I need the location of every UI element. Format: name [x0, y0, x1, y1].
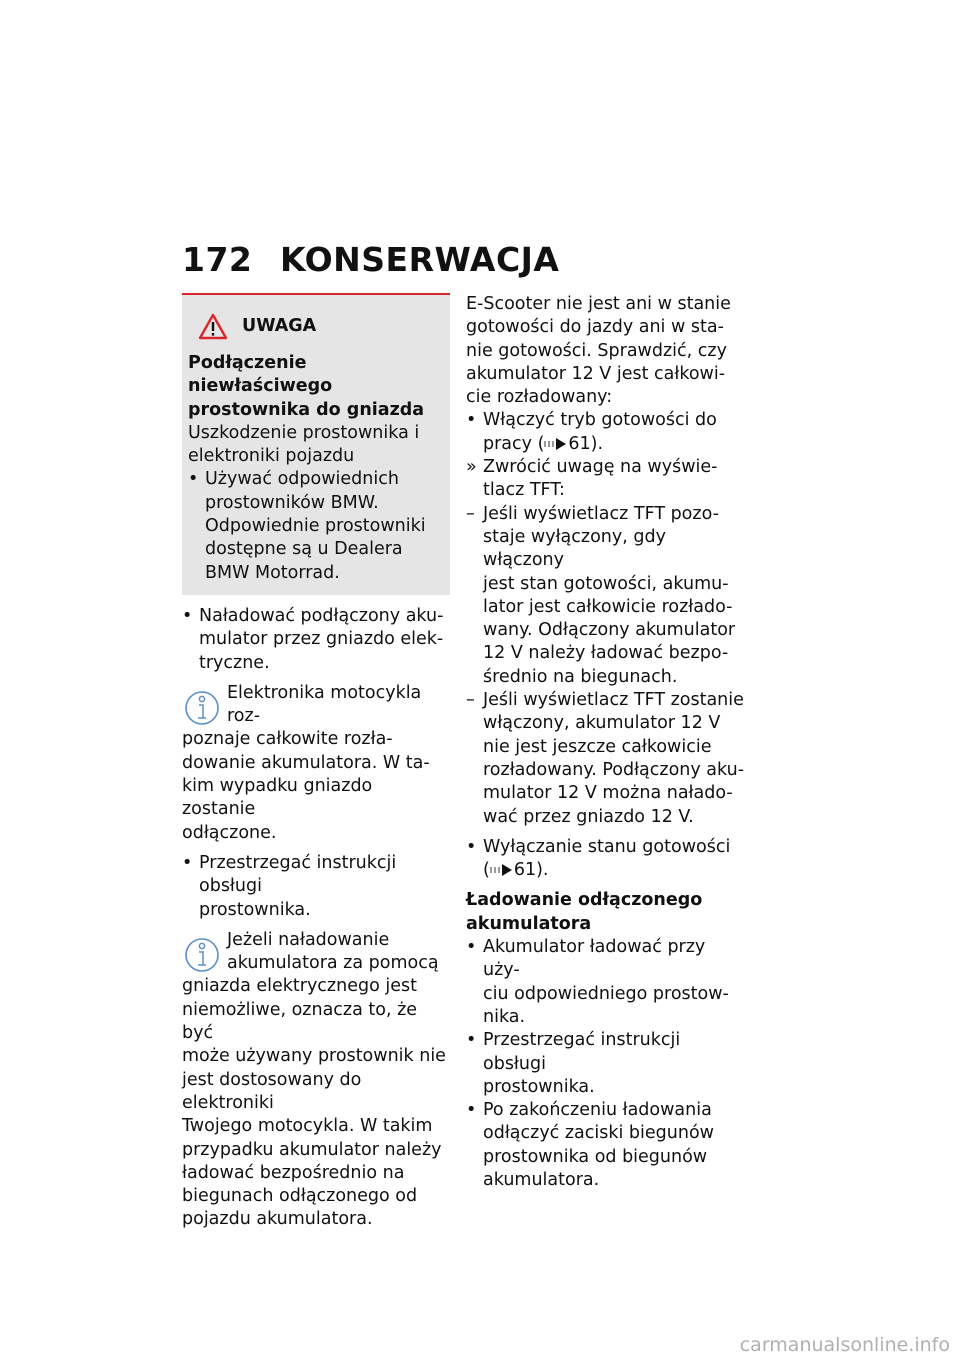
info-note: [182, 929, 450, 1232]
text-line: staje wyłączony, gdy włączony: [483, 526, 666, 571]
text-line: średnio na biegunach.: [483, 666, 678, 687]
text-line: włączony, akumulator 12 V: [483, 713, 721, 734]
dash-marker: –: [466, 503, 475, 524]
text-line: ciu odpowiedniego prostow-: [483, 983, 729, 1004]
result-item: [466, 456, 746, 503]
bullet-marker: •: [466, 1100, 477, 1121]
text-line: gotowości do jazdy ani w sta-: [466, 317, 724, 338]
bullet-marker: •: [466, 410, 477, 431]
info-icon: [182, 929, 222, 975]
list-item: [466, 836, 746, 883]
warning-box: [182, 293, 450, 595]
text-line: kim wypadku gniazdo zostanie: [182, 776, 373, 820]
text-line: tryczne.: [199, 652, 270, 673]
text-line: dowanie akumulatora. W ta-: [182, 752, 430, 773]
bullet-marker: •: [466, 1030, 477, 1051]
page-title: KONSERWACJA: [280, 240, 560, 279]
list-item: [466, 409, 746, 456]
list-item: [466, 1029, 746, 1099]
text-line: prostownika od biegunów: [483, 1146, 708, 1167]
dash-item: [466, 689, 746, 829]
text-line: Twojego motocykla. W takim: [182, 1116, 433, 1137]
bullet-marker: •: [182, 852, 193, 873]
dash-marker: –: [466, 690, 475, 711]
bullet-line: BMW Motorrad.: [205, 562, 340, 583]
bullet-marker: •: [466, 937, 477, 958]
text-line: cie rozładowany:: [466, 387, 613, 408]
text-fragment: (: [483, 860, 490, 881]
text-line: nie gotowości. Sprawdzić, czy: [466, 340, 727, 361]
warning-desc-line: elektroniki pojazdu: [188, 446, 355, 467]
right-column: [466, 293, 746, 1192]
warning-header: [188, 313, 444, 340]
text-line: jest dostosowany do elektroniki: [182, 1069, 362, 1113]
bullet-line: Odpowiednie prostowniki: [205, 516, 426, 537]
text-line: pojazdu akumulatora.: [182, 1209, 373, 1230]
text-line: odłączone.: [182, 822, 277, 843]
text-fragment: pracy (: [483, 433, 545, 454]
left-column: [182, 293, 450, 1232]
arrow-marker: »: [466, 457, 477, 478]
text-line: Jeśli wyświetlacz TFT zostanie: [483, 690, 744, 711]
text-line: nie jest jeszcze całkowicie: [483, 736, 712, 757]
warning-triangle-icon: [198, 313, 228, 340]
text-line: Ładowanie odłączonego: [466, 890, 703, 911]
paragraph: [466, 293, 746, 409]
text-line: niemożliwe, oznacza to, że być: [182, 999, 418, 1044]
text-line: Jeśli wyświetlacz TFT pozo-: [483, 503, 719, 524]
page-reference[interactable]: 61).: [513, 860, 549, 881]
text-line: [483, 433, 746, 456]
warning-bullet: [188, 468, 444, 584]
text-line: akumulator 12 V jest całkowi-: [466, 363, 726, 384]
watermark: carmanualsonline.info: [739, 1334, 950, 1356]
text-line: Zwrócić uwagę na wyświe-: [483, 457, 718, 478]
text-line: Elektronika motocykla roz-: [227, 682, 422, 727]
warning-label: UWAGA: [242, 315, 317, 336]
list-item: [466, 1099, 746, 1192]
warning-title-line: prostownika do gniazda: [188, 399, 425, 420]
text-line: może używany prostownik nie: [182, 1046, 446, 1067]
text-line: rozładowany. Podłączony aku-: [483, 759, 745, 780]
text-line: prostownika.: [483, 1076, 595, 1097]
text-line: lator jest całkowicie rozłado-: [483, 596, 733, 617]
text-line: gniazda elektrycznego jest: [182, 976, 417, 997]
text-line: akumulatora.: [483, 1169, 600, 1190]
warning-desc-line: Uszkodzenie prostownika i: [188, 422, 420, 443]
text-line: Po zakończeniu ładowania: [483, 1100, 712, 1121]
bullet-marker: •: [466, 836, 477, 857]
page-reference[interactable]: 61).: [568, 433, 604, 454]
warning-title-line: Podłączenie niewłaściwego: [188, 353, 333, 397]
text-line: jest stan gotowości, akumu-: [483, 573, 729, 594]
info-note: [182, 682, 450, 845]
page-reference-arrow-icon[interactable]: [544, 437, 568, 451]
text-line: nika.: [483, 1006, 526, 1027]
text-line: odłączyć zaciski biegunów: [483, 1123, 714, 1144]
dash-item: [466, 503, 746, 689]
list-item: [182, 605, 450, 675]
page-number: 172: [182, 240, 253, 279]
page-reference-arrow-icon[interactable]: [490, 863, 514, 877]
text-line: poznaje całkowite rozła-: [182, 729, 393, 750]
text-line: wać przez gniazdo 12 V.: [483, 806, 694, 827]
text-line: Jeżeli naładowanie: [227, 929, 390, 950]
section-heading: [466, 889, 746, 936]
text-line: E-Scooter nie jest ani w stanie: [466, 294, 731, 314]
text-line: Akumulator ładować przy uży-: [483, 937, 706, 981]
bullet-marker: •: [188, 469, 199, 490]
page-header: [182, 240, 559, 279]
text-line: przypadku akumulator należy: [182, 1139, 442, 1160]
text-line: Przestrzegać instrukcji obsługi: [199, 852, 397, 897]
bullet-line: dostępne są u Dealera: [205, 539, 403, 560]
bullet-line: Używać odpowiednich: [205, 469, 399, 490]
text-line: 12 V należy ładować bezpo-: [483, 643, 729, 664]
text-line: wany. Odłączony akumulator: [483, 620, 736, 641]
bullet-marker: •: [182, 605, 193, 626]
list-item: [466, 936, 746, 1029]
text-line: prostownika.: [199, 899, 311, 920]
info-icon: [182, 682, 222, 728]
text-line: akumulatora za pomocą: [227, 953, 439, 974]
text-line: mulator 12 V można nałado-: [483, 783, 733, 804]
text-line: Wyłączanie stanu gotowości: [483, 836, 731, 857]
text-line: akumulatora: [466, 913, 592, 934]
text-line: biegunach odłączonego od: [182, 1186, 418, 1207]
text-line: ładować bezpośrednio na: [182, 1162, 405, 1183]
text-line: Włączyć tryb gotowości do: [483, 410, 717, 431]
text-line: Przestrzegać instrukcji obsługi: [483, 1030, 681, 1074]
text-line: [483, 859, 746, 882]
bullet-line: prostowników BMW.: [205, 492, 379, 513]
text-line: mulator przez gniazdo elek-: [199, 629, 444, 650]
list-item: [182, 852, 450, 922]
text-line: Naładować podłączony aku-: [199, 605, 444, 626]
text-line: tlacz TFT:: [483, 480, 565, 501]
